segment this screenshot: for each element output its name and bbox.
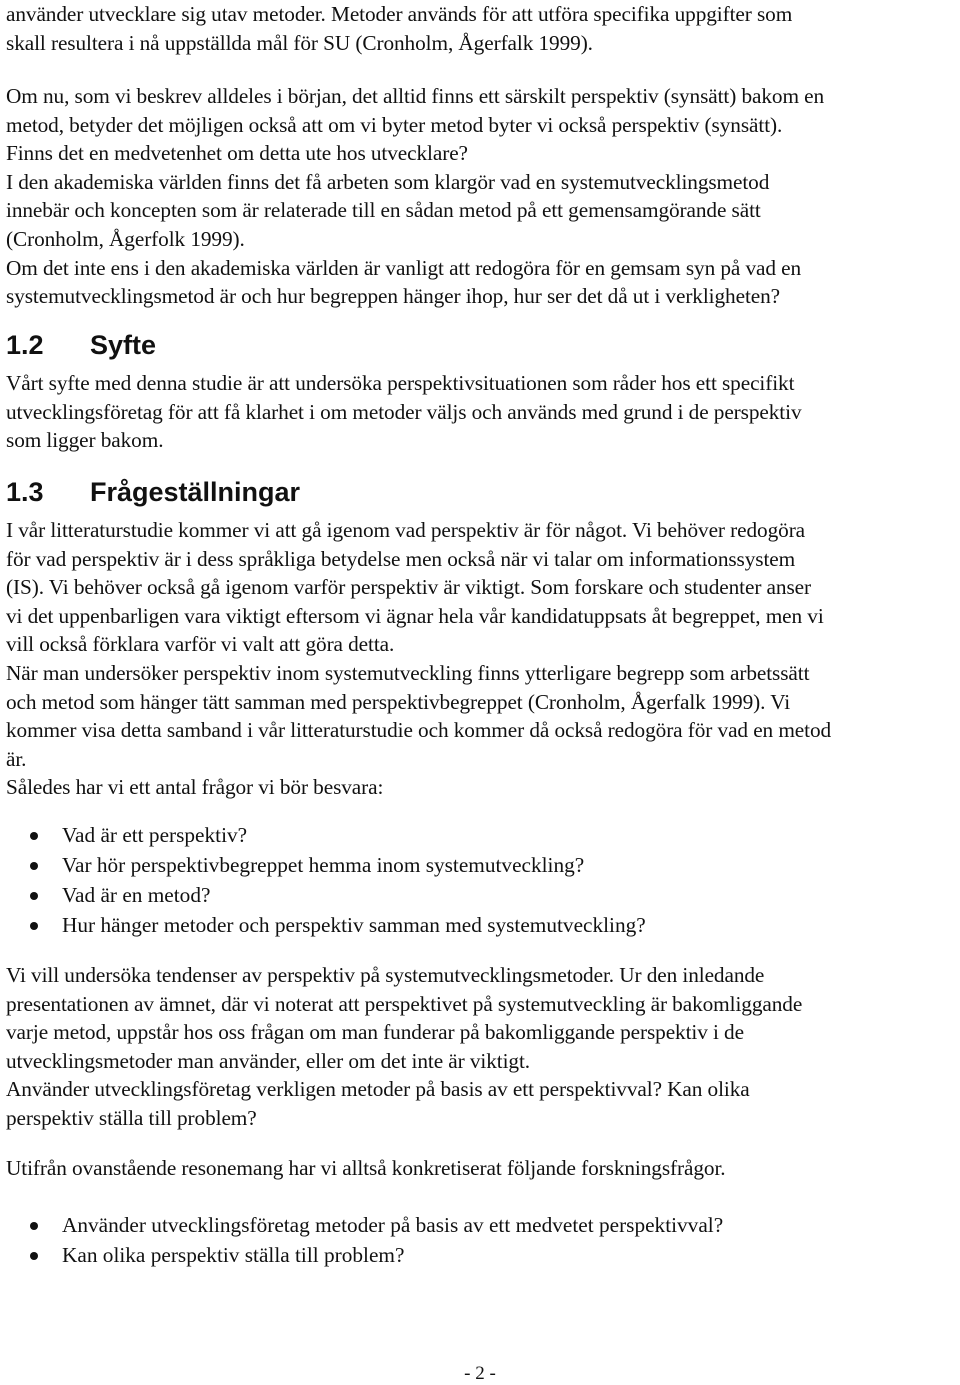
list-item-text: Kan olika perspektiv ställa till problem? xyxy=(62,1243,405,1267)
list-item-text: Hur hänger metoder och perspektiv samman med systemutveckling? xyxy=(62,913,646,937)
text-line: (IS). Vi behöver också gå igenom varför perspektiv är viktigt. Som forskare och studenter anser xyxy=(6,575,811,600)
text-line: kommer visa detta samband i vår litteraturstudie och kommer då också redogöra för vad en metod xyxy=(6,718,832,743)
paragraph-research-intro xyxy=(6,1154,958,1183)
list-item xyxy=(0,850,960,880)
paragraph-perspective xyxy=(6,82,958,311)
paragraph-tendencies xyxy=(6,961,958,1133)
text-line: Vårt syfte med denna studie är att undersöka perspektivsituationen som råder hos ett specifikt xyxy=(6,371,795,395)
text-line: Finns det en medvetenhet om detta ute hos utvecklare? xyxy=(6,141,468,166)
text-line: Om det inte ens i den akademiska världen är vanligt att redogöra för en gemsam syn på vad en xyxy=(6,255,802,280)
text-line: (Cronholm, Ågerfolk 1999). xyxy=(6,226,245,251)
text-line: innebär och koncepten som är relaterade till en sådan metod på ett gemensamgörande sätt xyxy=(6,198,761,223)
paragraph-fragestallningar xyxy=(6,516,958,802)
bullet-icon xyxy=(30,892,38,900)
bullet-icon xyxy=(30,1222,38,1230)
text-line: utvecklingsmetoder man använder, eller om det inte är viktigt. xyxy=(6,1048,531,1073)
list-item-text: Var hör perspektivbegreppet hemma inom systemutveckling? xyxy=(62,853,585,877)
text-line: När man undersöker perspektiv inom systemutveckling finns ytterligare begrepp som arbetssätt xyxy=(6,660,810,685)
bullet-icon xyxy=(30,832,38,840)
section-title: Syfte xyxy=(90,330,157,360)
section-heading-fragestallningar xyxy=(6,476,300,508)
paragraph-syfte xyxy=(6,369,958,455)
section-number: 1.3 xyxy=(6,477,44,507)
text-line: som ligger bakom. xyxy=(6,428,164,453)
list-item xyxy=(0,1240,960,1270)
text-line: presentationen av ämnet, där vi noterat att perspektivet på systemutveckling är bakomliggande xyxy=(6,991,803,1016)
text-line: systemutvecklingsmetod är och hur begreppen hänger ihop, hur ser det då ut i verkligheten? xyxy=(6,284,781,309)
text-line: vill också förklara varför vi valt att göra detta. xyxy=(6,632,395,657)
list-item-text: Vad är en metod? xyxy=(62,883,211,907)
text-line: Utifrån ovanstående resonemang har vi alltså konkretiserat följande forskningsfrågor. xyxy=(6,1156,726,1180)
text-line: perspektiv ställa till problem? xyxy=(6,1105,257,1130)
text-line: Vi vill undersöka tendenser av perspektiv på systemutvecklingsmetoder. Ur den inledande xyxy=(6,963,765,987)
text-line: utvecklingsföretag för att få klarhet i om metoder väljs och används med grund i de perspektiv xyxy=(6,399,802,424)
text-line: för vad perspektiv är i dess språkliga betydelse men också när vi talar om informationssystem xyxy=(6,546,796,571)
list-item-text: Använder utvecklingsföretag metoder på basis av ett medvetet perspektivval? xyxy=(62,1213,724,1237)
text-line: och metod som hänger tätt samman med perspektivbegreppet (Cronholm, Ågerfalk 1999). Vi xyxy=(6,689,791,714)
section-heading-syfte xyxy=(6,329,156,361)
list-item-text: Vad är ett perspektiv? xyxy=(62,823,248,847)
list-item xyxy=(0,1210,960,1240)
research-question-list xyxy=(0,1210,960,1270)
text-line: metod, betyder det möjligen också att om vi byter metod byter vi också perspektiv (synsätt). xyxy=(6,112,783,137)
text-line: I vår litteraturstudie kommer vi att gå igenom vad perspektiv är för något. Vi behöver redogöra xyxy=(6,518,806,542)
text-line: är. xyxy=(6,746,27,771)
list-item xyxy=(0,880,960,910)
list-item xyxy=(0,910,960,940)
text-line: vi det uppenbarligen vara viktigt eftersom vi ägnar hela vår kandidatuppsats åt begreppet, men vi xyxy=(6,603,824,628)
text-line: skall resultera i nå uppställda mål för SU (Cronholm, Ågerfalk 1999). xyxy=(6,30,593,55)
text-line: använder utvecklare sig utav metoder. Metoder används för att utföra specifika uppgifter som xyxy=(6,2,793,26)
section-title: Frågeställningar xyxy=(90,477,301,507)
list-item xyxy=(0,820,960,850)
question-list xyxy=(0,820,960,940)
page-number: - 2 - xyxy=(464,1363,496,1384)
paragraph-methods xyxy=(6,0,958,57)
text-line: Således har vi ett antal frågor vi bör besvara: xyxy=(6,775,384,800)
bullet-icon xyxy=(30,1252,38,1260)
text-line: I den akademiska världen finns det få arbeten som klargör vad en systemutvecklingsmetod xyxy=(6,169,770,194)
bullet-icon xyxy=(30,922,38,930)
bullet-icon xyxy=(30,862,38,870)
text-line: varje metod, uppstår hos oss frågan om man funderar på bakomliggande perspektiv i de xyxy=(6,1020,744,1045)
section-number: 1.2 xyxy=(6,330,44,360)
text-line: Om nu, som vi beskrev alldeles i början, det alltid finns ett särskilt perspektiv (synsätt) bakom en xyxy=(6,84,825,108)
text-line: Använder utvecklingsföretag verkligen metoder på basis av ett perspektivval? Kan olika xyxy=(6,1077,750,1102)
